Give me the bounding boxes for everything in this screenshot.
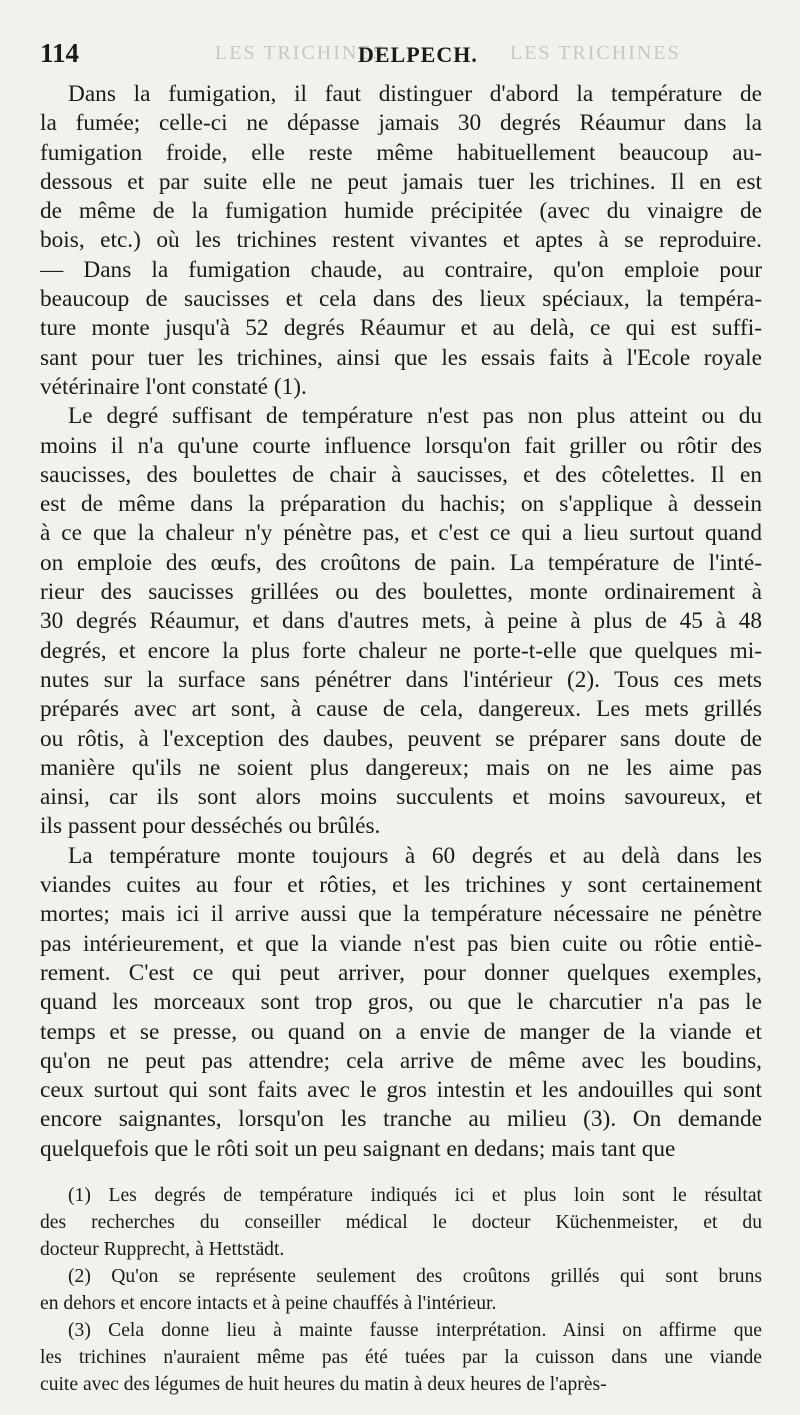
text-line: — Dans la fumigation chaude, au contraire, qu'on emploie pour — [40, 256, 762, 283]
text-line: nutes sur la surface sans pénétrer dans l'intérieur (2). Tous ces mets — [40, 666, 762, 693]
footnote-line: docteur Rupprecht, à Hettstädt. — [40, 1238, 285, 1260]
text-line: rieur des saucisses grillées ou des boulettes, monte ordinairement à — [40, 579, 762, 606]
text-line: préparés avec art sont, à cause de cela, dangereux. Les mets grillés — [40, 696, 762, 723]
footnote-line: les trichines n'auraient même pas été tuées par la cuisson dans une viande — [40, 1346, 762, 1368]
text-line: dessous et par suite elle ne peut jamais tuer les trichines. Il en est — [40, 168, 762, 195]
text-line: ture monte jusqu'à 52 degrés Réaumur et au delà, ce qui est suffi- — [40, 315, 762, 342]
page-header — [40, 38, 762, 78]
text-line: ils passent pour desséchés ou brûlés. — [40, 813, 381, 840]
text-line: rement. C'est ce qui peut arriver, pour donner quelques exemples, — [40, 959, 762, 986]
text-line: fumigation froide, elle reste même habituellement beaucoup au- — [40, 139, 762, 166]
text-line: est de même dans la préparation du hachis; on s'applique à dessein — [40, 491, 762, 518]
text-line: viandes cuites au four et rôties, et les trichines y sont certainement — [40, 872, 762, 899]
text-line: pas intérieurement, et que la viande n'est pas bien cuite ou rôtie entiè- — [40, 930, 762, 957]
text-line: manière qu'ils ne soient plus dangereux; mais on ne les aime pas — [40, 754, 762, 781]
text-line: ou rôtis, à l'exception des daubes, peuvent se préparer sans doute de — [40, 725, 762, 752]
text-line: sant pour tuer les trichines, ainsi que les essais faits à l'Ecole royale — [40, 344, 762, 371]
text-line: Le degré suffisant de température n'est pas non plus atteint ou du — [68, 403, 762, 430]
show-through-text: LES TRICHINES — [215, 42, 386, 64]
show-through-text: LES TRICHINES — [510, 42, 681, 64]
text-line: La température monte toujours à 60 degrés et au delà dans les — [68, 842, 762, 869]
footnote-line: (2) Qu'on se représente seulement des croûtons grillés qui sont bruns — [68, 1265, 762, 1287]
text-line: saucisses, des boulettes de chair à saucisses, et des côtelettes. Il en — [40, 461, 762, 488]
text-line: Dans la fumigation, il faut distinguer d'abord la température de — [68, 81, 762, 107]
footnote-line: cuite avec des légumes de huit heures du matin à deux heures de l'après- — [40, 1373, 607, 1395]
text-line: à ce que la chaleur n'y pénètre pas, et c'est ce qui a lieu surtout quand — [40, 520, 762, 547]
text-line: temps et se presse, ou quand on a envie de manger de la viande et — [40, 1018, 762, 1045]
running-head: DELPECH. — [358, 42, 478, 67]
footnote — [40, 1263, 762, 1317]
footnote-line: (1) Les degrés de température indiqués ici et plus loin sont le résultat — [68, 1184, 762, 1206]
footnote — [40, 1182, 762, 1263]
text-line: encore saignantes, lorsqu'on les tranche au milieu (3). On demande — [40, 1106, 762, 1133]
text-line: quand les morceaux sont trop gros, ou que le charcutier n'a pas le — [40, 989, 762, 1016]
text-line: moins il n'a qu'une courte influence lorsqu'on fait griller ou rôtir des — [40, 432, 762, 459]
footnote-line: (3) Cela donne lieu à mainte fausse interprétation. Ainsi on affirme que — [68, 1319, 762, 1341]
text-line: de même de la fumigation humide précipitée (avec du vinaigre de — [40, 198, 762, 225]
paragraph — [40, 80, 762, 402]
text-line: mortes; mais ici il arrive aussi que la température nécessaire ne pénètre — [40, 901, 762, 928]
text-line: on emploie des œufs, des croûtons de pain. La température de l'inté- — [40, 549, 762, 576]
text-line: degrés, et encore la plus forte chaleur ne porte-t-elle que quelques mi- — [40, 637, 762, 664]
page-number: 114 — [40, 38, 80, 68]
body-text — [40, 80, 762, 1164]
text-line: ceux surtout qui sont faits avec le gros intestin et les andouilles qui sont — [40, 1077, 762, 1104]
footnote-line: en dehors et encore intacts et à peine chauffés à l'intérieur. — [40, 1292, 497, 1314]
text-line: quelquefois que le rôti soit un peu saignant en dedans; mais tant que — [40, 1135, 676, 1162]
text-line: ainsi, car ils sont alors moins succulents et moins savoureux, et — [40, 784, 762, 811]
text-line: beaucoup de saucisses et cela dans des lieux spéciaux, la tempéra- — [40, 286, 762, 313]
text-line: qu'on ne peut pas attendre; cela arrive de même avec les boudins, — [40, 1047, 762, 1074]
footnote-line: des recherches du conseiller médical le docteur Küchenmeister, et du — [40, 1211, 762, 1233]
paragraph — [40, 842, 762, 1164]
footnotes — [40, 1182, 762, 1398]
text-line: 30 degrés Réaumur, et dans d'autres mets, à peine à plus de 45 à 48 — [40, 608, 762, 635]
footnote — [40, 1317, 762, 1398]
text-line: vétérinaire l'ont constaté (1). — [40, 373, 307, 400]
paragraph — [40, 402, 762, 841]
text-line: la fumée; celle-ci ne dépasse jamais 30 degrés Réaumur dans la — [40, 110, 762, 137]
text-line: bois, etc.) où les trichines restent vivantes et aptes à se reproduire. — [40, 227, 762, 254]
